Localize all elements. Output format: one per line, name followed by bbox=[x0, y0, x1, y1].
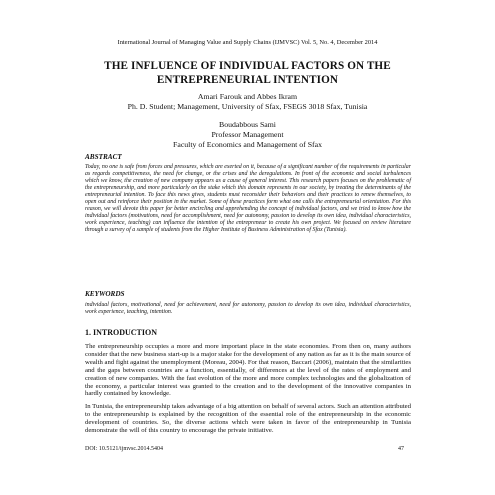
introduction-paragraph-1: The entrepreneurship occupies a more and more important place in the state economies. From then on, many authors consider that the new business start-up is a major stake for the development of any nation as far as it is the main source of wealth and fight against the unemployment (Moreau, 2004). For that reason, Baccari (2006), maintain that the similarities and the gaps between countries are a function, essentially, of differences at the level of the rates of employment and creation of new companies. With the fast evolution of the more and more complex technologies and the globalization of the economy, a particular interest was granted to the creation and to the development of the innovative companies in hardly contained by knowledge. bbox=[85, 343, 411, 398]
abstract-text: Today, no one is safe from forces and pressures, which are exerted on it, because of a significant number of the requirements in particular as regards competitiveness, the need for change, or the crises and the deregulations. In front of the economic and social turbulences which we know, the creation of new company appears as a cause of general interest. This research papers focuses on the problematic of the entrepreneurship, and more particularly on the stake which this domain represents in our society, by treating the determinants of the entrepreneurial intention. To face this news gives, students must reconsider their behaviors and their practices to renew themselves, to open out and reinforce their position in the market. Some of these practices form what one calls the entrepreneurial orientation. For this reason, we will devote this paper for better encircling and apprehending the concept of individual factors, and we tried to know how the individual factors (motivations, need for accomplishment, need for autonomy, passion to develop its own idea, individual characteristics, work experience, teaching) can influence the intention of the entrepreneur to create his own project. We focused on review literature through a survey of a sample of students from the Higher Institute of Business Administration of Sfax (Tunisia). bbox=[85, 164, 411, 234]
introduction-heading: 1. INTRODUCTION bbox=[85, 328, 158, 337]
footer-doi: DOI: 10.5121/ijmvsc.2014.5404 bbox=[85, 446, 163, 452]
abstract-heading: ABSTRACT bbox=[85, 153, 122, 161]
introduction-paragraph-2: In Tunisia, the entrepreneurship takes advantage of a big attention on behalf of several actors. Such an attention attributed to the entrepreneurship is explained by the recognition of the essential role of the entrepreneurship in the economic development of countries. So, the diverse actions which were taken in favor of the entrepreneurship in Tunisia demonstrate the will of this country to encourage the private initiative. bbox=[85, 403, 411, 434]
author-block bbox=[0, 92, 495, 150]
journal-header: International Journal of Managing Value and Supply Chains (IJMVSC) Vol. 5, No. 4, December 2014 bbox=[117, 39, 378, 46]
author-role-2: Professor Management bbox=[211, 130, 284, 139]
keywords-heading: KEYWORDS bbox=[85, 290, 125, 298]
page-number: 47 bbox=[398, 446, 404, 452]
paper-title: THE INFLUENCE OF INDIVIDUAL FACTORS ON THE ENTREPRENEURIAL INTENTION bbox=[104, 60, 391, 86]
keywords-text: individual factors, motivational, need for achievement, need for autonomy, passion to develop its own idea, individual characteristics, work experience, teaching, intention. bbox=[85, 302, 411, 316]
author-affiliation-1: Ph. D. Student; Management, University of Sfax, FSEGS 3018 Sfax, Tunisia bbox=[127, 102, 368, 111]
author-affiliation-2: Faculty of Economics and Management of Sfax bbox=[173, 140, 322, 149]
author-spacer bbox=[0, 112, 495, 120]
author-names-2: Boudabbous Sami bbox=[219, 120, 276, 129]
author-names-1: Amari Farouk and Abbes Ikram bbox=[197, 92, 298, 101]
